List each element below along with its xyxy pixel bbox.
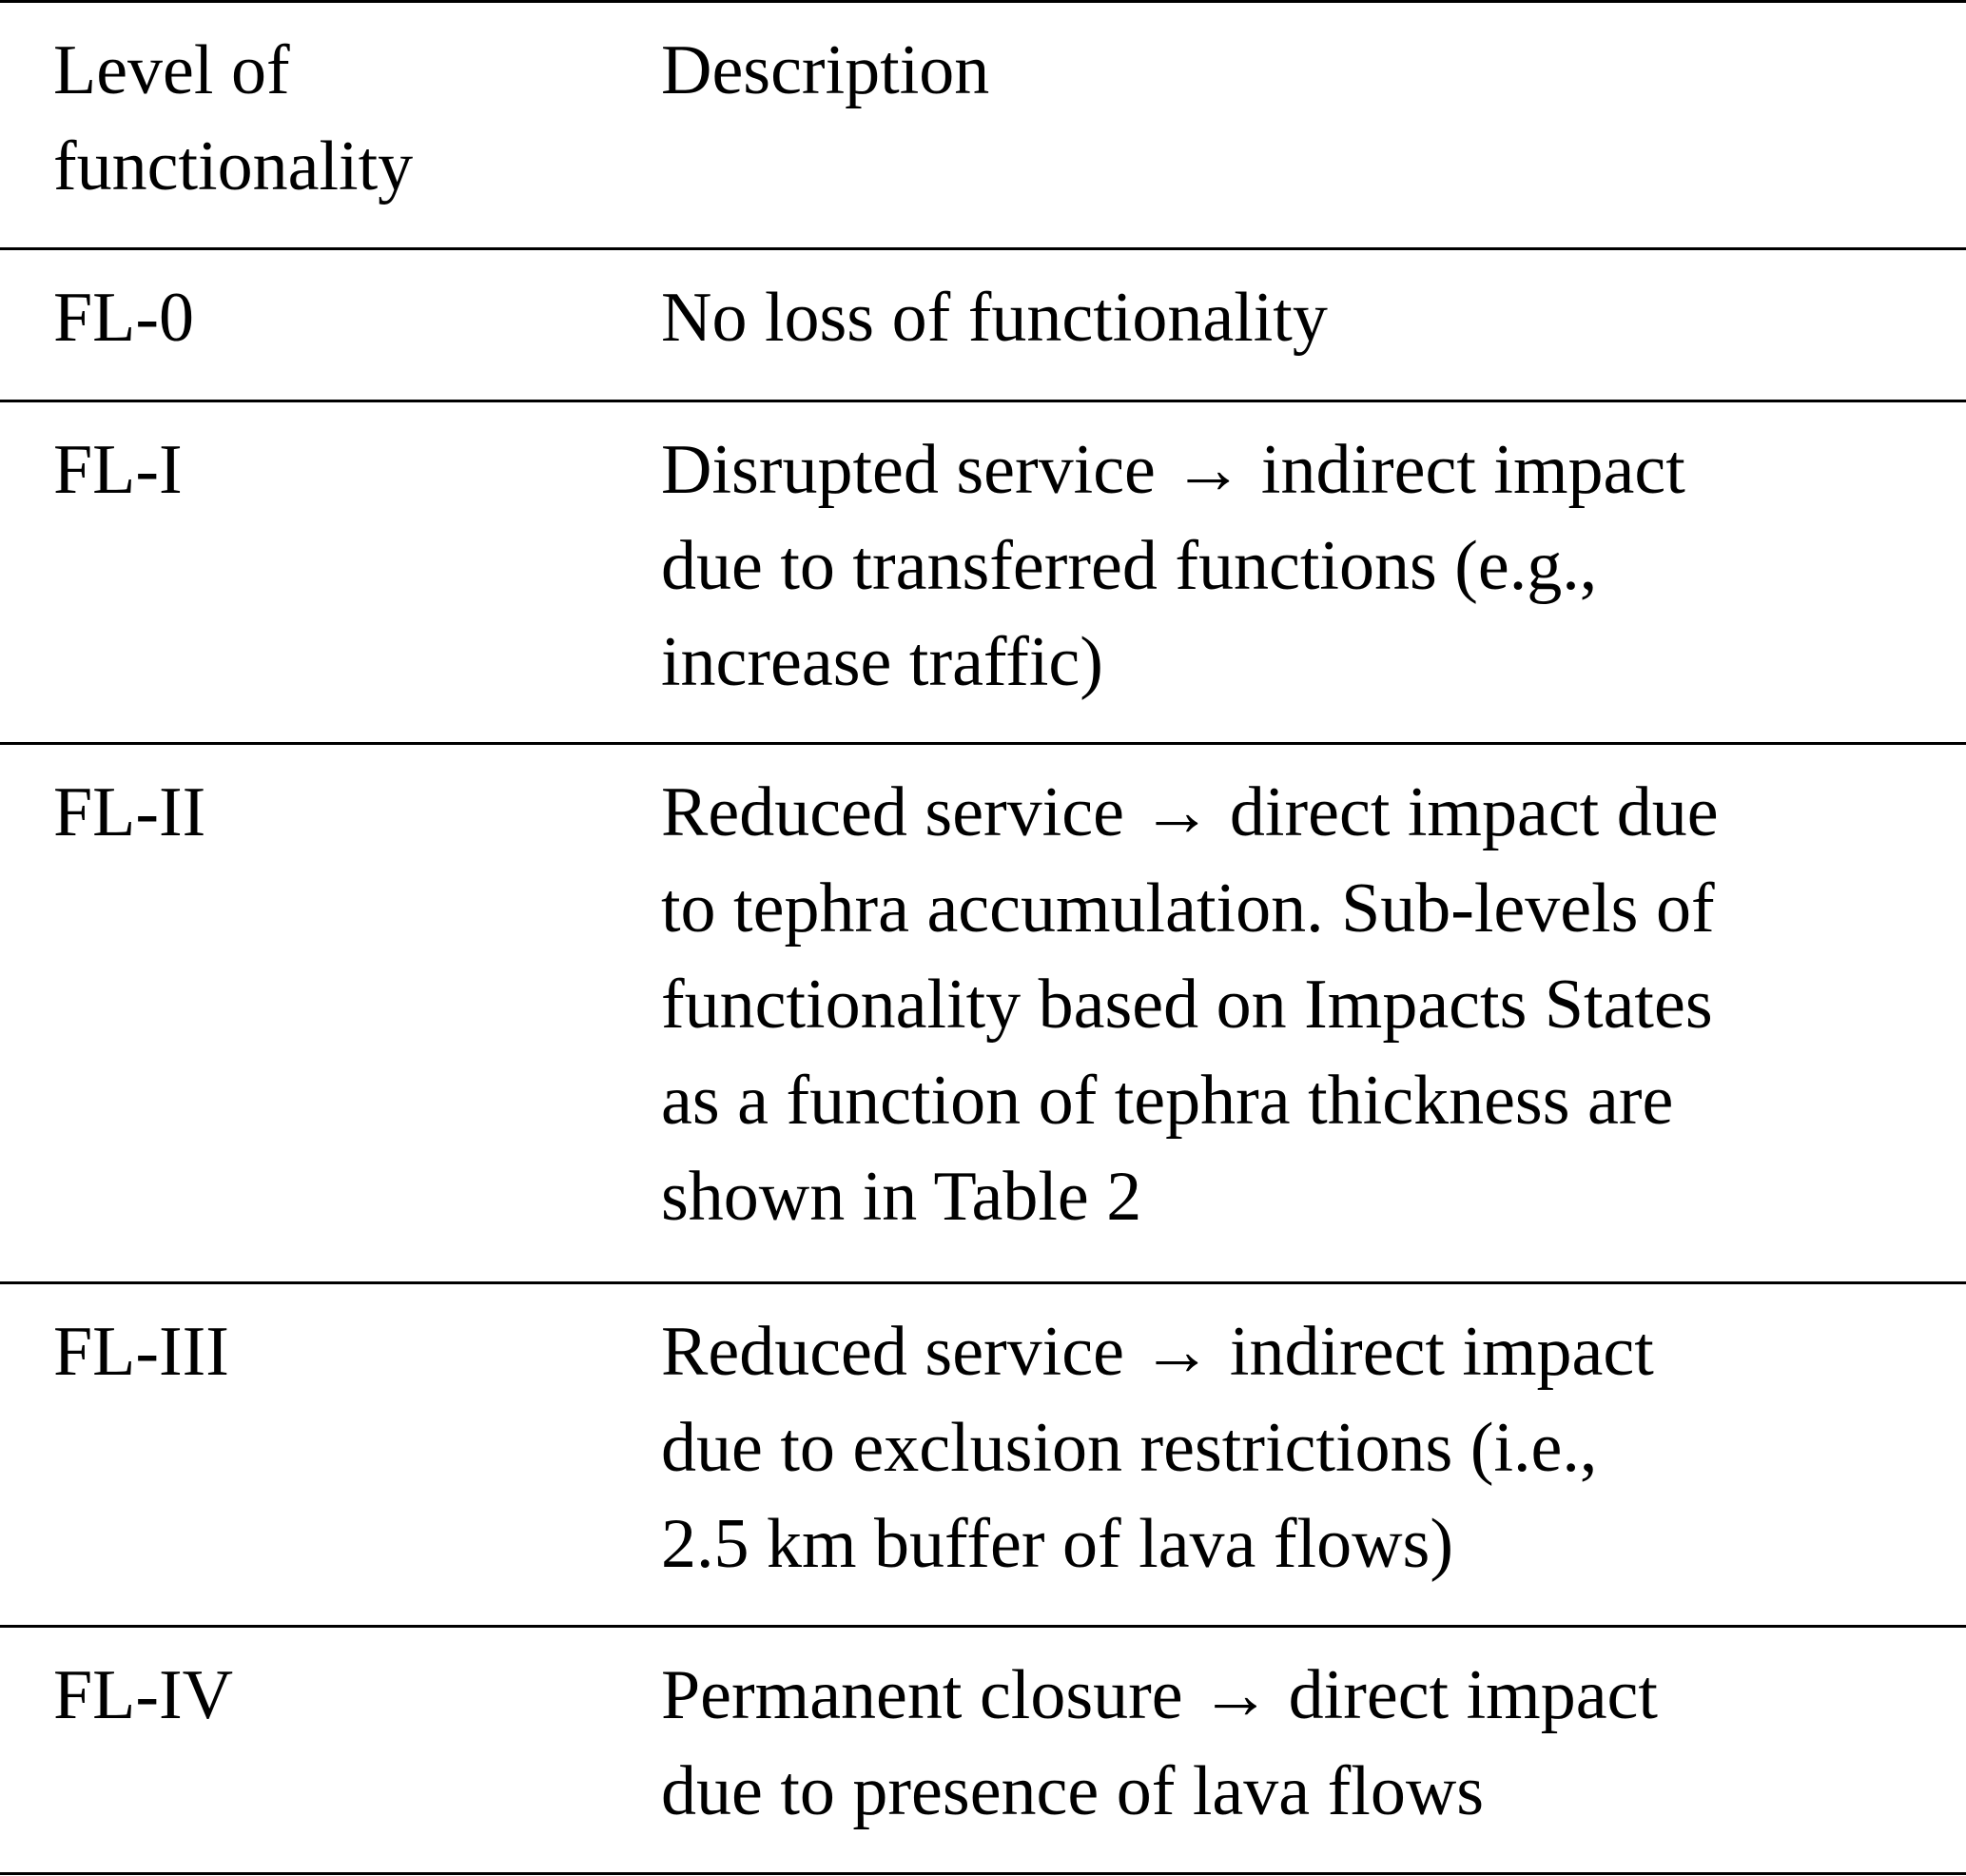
row-fl4-level: FL-IV	[53, 1656, 234, 1734]
row-fl3-description: Reduced service → indirect impact due to exclusion restrictions (i.e., 2.5 km buffer of lava flows)	[661, 1313, 1654, 1583]
row-fl1-description: Disrupted service → indirect impact due to transferred functions (e.g., increase traffic)	[661, 431, 1685, 701]
row-fl4-description: Permanent closure → direct impact due to presence of lava flows	[661, 1656, 1658, 1830]
header-rule	[0, 247, 1966, 250]
row-rule-3	[0, 1281, 1966, 1284]
row-fl1-level: FL-I	[53, 431, 183, 509]
row-rule-1	[0, 400, 1966, 402]
row-fl0-description: No loss of functionality	[661, 279, 1328, 357]
row-fl2-level: FL-II	[53, 773, 206, 851]
row-fl2-description: Reduced service → direct impact due to tephra accumulation. Sub-levels of functionality based on Impacts States as a function of tephra thickness are shown in Table 2	[661, 773, 1719, 1236]
header-description: Description	[661, 31, 990, 109]
table-bottom-rule	[0, 1872, 1966, 1875]
row-rule-2	[0, 742, 1966, 745]
row-fl3-level: FL-III	[53, 1313, 229, 1391]
row-fl0-level: FL-0	[53, 279, 194, 357]
header-level: Level of functionality	[53, 31, 414, 205]
row-rule-4	[0, 1625, 1966, 1628]
table-top-rule	[0, 0, 1966, 3]
